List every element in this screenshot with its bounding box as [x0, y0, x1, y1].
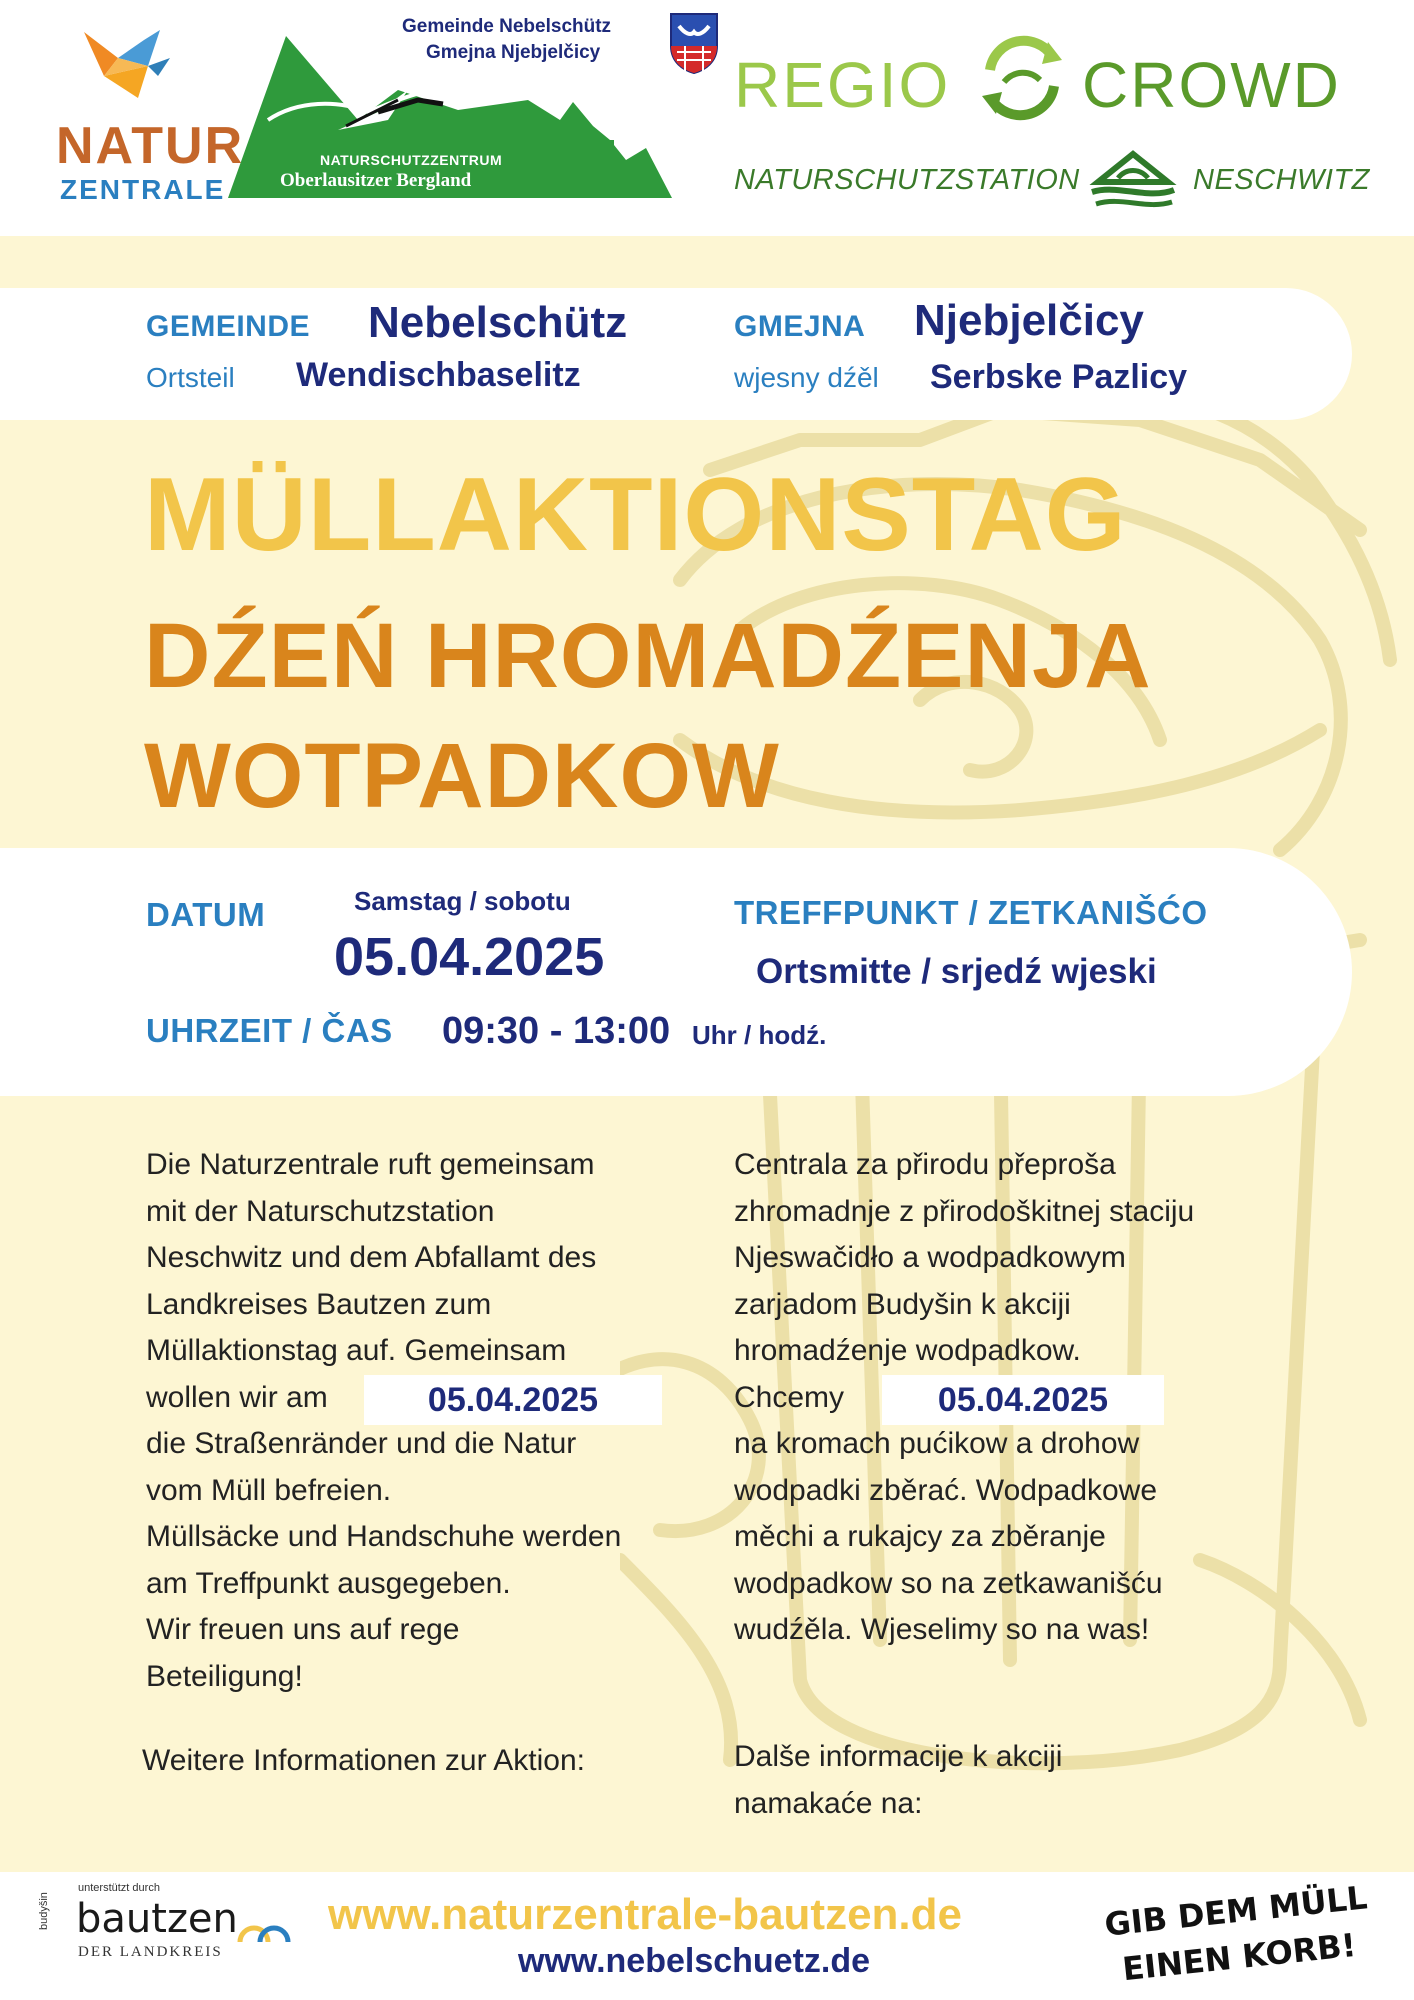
regio-word: REGIO [734, 49, 951, 121]
station-right-text: NESCHWITZ [1193, 164, 1370, 196]
gemeinde-logo-line2: Gmejna Njebjelčicy [426, 42, 601, 63]
natur-logo-line1: NATUR [56, 117, 245, 175]
slogan-line1: GIB DEM MÜLL [1102, 1878, 1369, 1944]
title-sb-line2: WOTPADKOW [144, 725, 780, 827]
datum-label: DATUM [146, 896, 266, 933]
gemeinde-name-de: Nebelschütz [368, 298, 628, 347]
text-sb-date-box: 05.04.2025 [882, 1375, 1164, 1425]
natur-logo-line2: ZENTRALE [60, 174, 226, 205]
more-info-sb-line1: Dalše informacije k akciji [734, 1740, 1063, 1773]
text-de-line: am Treffpunkt ausgegeben. [146, 1566, 511, 1600]
slogan-line2: EINEN KORB! [1120, 1925, 1358, 1989]
text-de-line: Beteiligung! [146, 1659, 303, 1693]
supported-by-text: unterstützt durch [78, 1882, 160, 1894]
crowd-word: CROWD [1082, 49, 1341, 121]
gemeinde-name-sb: Njebjelčicy [914, 296, 1144, 345]
landkreis-bautzen-logo[interactable] [38, 1882, 302, 1982]
text-de-date-box: 05.04.2025 [364, 1375, 662, 1425]
ortsteil-name: Wendischbaselitz [296, 356, 581, 394]
url-naturzentrale[interactable]: www.naturzentrale-bautzen.de [328, 1890, 963, 1939]
text-sb-line: wodpadkow so na zetkawanišću [734, 1566, 1163, 1600]
text-sb-line: Centrala za přirodu přeproša [734, 1148, 1116, 1181]
bird-icon [74, 28, 184, 118]
title-de: MÜLLAKTIONSTAG [144, 457, 1127, 573]
text-de-line: Müllaktionstag auf. Gemeinsam [146, 1334, 567, 1367]
more-info-sb-line2: namakaće na: [734, 1786, 923, 1820]
nsz-logo-line1: NATURSCHUTZZENTRUM [320, 152, 503, 168]
treffpunkt-value: Ortsmitte / srjedź wjeski [756, 952, 1157, 991]
text-de-line: wollen wir am [146, 1380, 328, 1414]
text-de-line: die Straßenränder und die Natur [146, 1427, 577, 1460]
landkreis-text: DER LANDKREIS [78, 1944, 223, 1960]
title-sb-line1: DŹEŃ HROMADŹENJA [144, 605, 1152, 707]
landkreis-arc-icon [236, 1916, 292, 1946]
text-sb-line: hromadźenje wodpadkow. [734, 1334, 1081, 1367]
text-sb-line: wodpadki zběrać. Wodpadkowe [734, 1473, 1158, 1507]
text-de-line: Wir freuen uns auf rege [146, 1613, 460, 1646]
text-sb-line: Njeswačidło a wodpadkowym [734, 1241, 1126, 1274]
text-sb-line: zarjadom Budyšin k akciji [734, 1287, 1071, 1321]
natur-zentrale-logo[interactable] [52, 28, 245, 208]
text-de-line: vom Müll befreien. [146, 1473, 392, 1507]
budysin-text: budyšin [38, 1892, 50, 1930]
coat-of-arms-icon [669, 12, 719, 74]
event-day: Samstag / sobotu [354, 886, 571, 916]
text-sb-line: zhromadnje z přirodoškitnej staciju [734, 1194, 1195, 1228]
text-de-line: mit der Naturschutzstation [146, 1194, 495, 1228]
gemeinde-logo-line1: Gemeinde Nebelschütz [402, 16, 612, 37]
gemeinde-label-sb: GMEJNA [734, 310, 866, 343]
regio-crowd-logo[interactable] [730, 30, 1370, 126]
treffpunkt-label: TREFFPUNKT / ZETKANIŠĆO [734, 894, 1208, 931]
wjesny-label: wjesny dźěl [734, 362, 879, 393]
recycle-hands-icon [974, 30, 1070, 126]
gemeinde-label-de: GEMEINDE [146, 310, 311, 343]
more-info-sb [734, 1734, 1062, 1827]
event-date: 05.04.2025 [334, 927, 605, 987]
text-de-line: Müllsäcke und Handschuhe werden [146, 1520, 622, 1553]
wjesny-name: Serbske Pazlicy [930, 358, 1188, 396]
gemeinde-nebelschuetz-logo[interactable] [396, 12, 726, 82]
uhrzeit-value: 09:30 - 13:00 [442, 1010, 671, 1052]
uhrzeit-unit: Uhr / hodź. [692, 1020, 827, 1050]
bautzen-text: bautzen [76, 1896, 238, 1942]
text-de-line: Die Naturzentrale ruft gemeinsam [146, 1148, 595, 1181]
gemeinde-banner [0, 288, 1352, 420]
ortsteil-label: Ortsteil [146, 362, 235, 393]
text-sb-line: wudźěla. Wjeselimy so na was! [734, 1613, 1150, 1646]
url-nebelschuetz[interactable]: www.nebelschuetz.de [518, 1942, 871, 1980]
station-left-text: NATURSCHUTZSTATION [734, 164, 1080, 196]
text-de-line: Neschwitz und dem Abfallamt des [146, 1241, 597, 1274]
slogan-badge [1104, 1880, 1384, 1990]
uhrzeit-label: UHRZEIT / ČAS [146, 1012, 393, 1049]
text-sb-line: na kromach pućikow a drohow [734, 1427, 1140, 1460]
text-sb-line: Chcemy [734, 1380, 845, 1414]
more-info-de: Weitere Informationen zur Aktion: [142, 1744, 585, 1777]
text-sb-line: měchi a rukajcy za zběranje [734, 1520, 1106, 1553]
station-house-icon [1088, 148, 1178, 212]
naturschutzstation-logo[interactable] [730, 152, 1370, 212]
text-de-line: Landkreises Bautzen zum [146, 1287, 492, 1321]
nsz-logo-line2: Oberlausitzer Bergland [280, 170, 472, 191]
